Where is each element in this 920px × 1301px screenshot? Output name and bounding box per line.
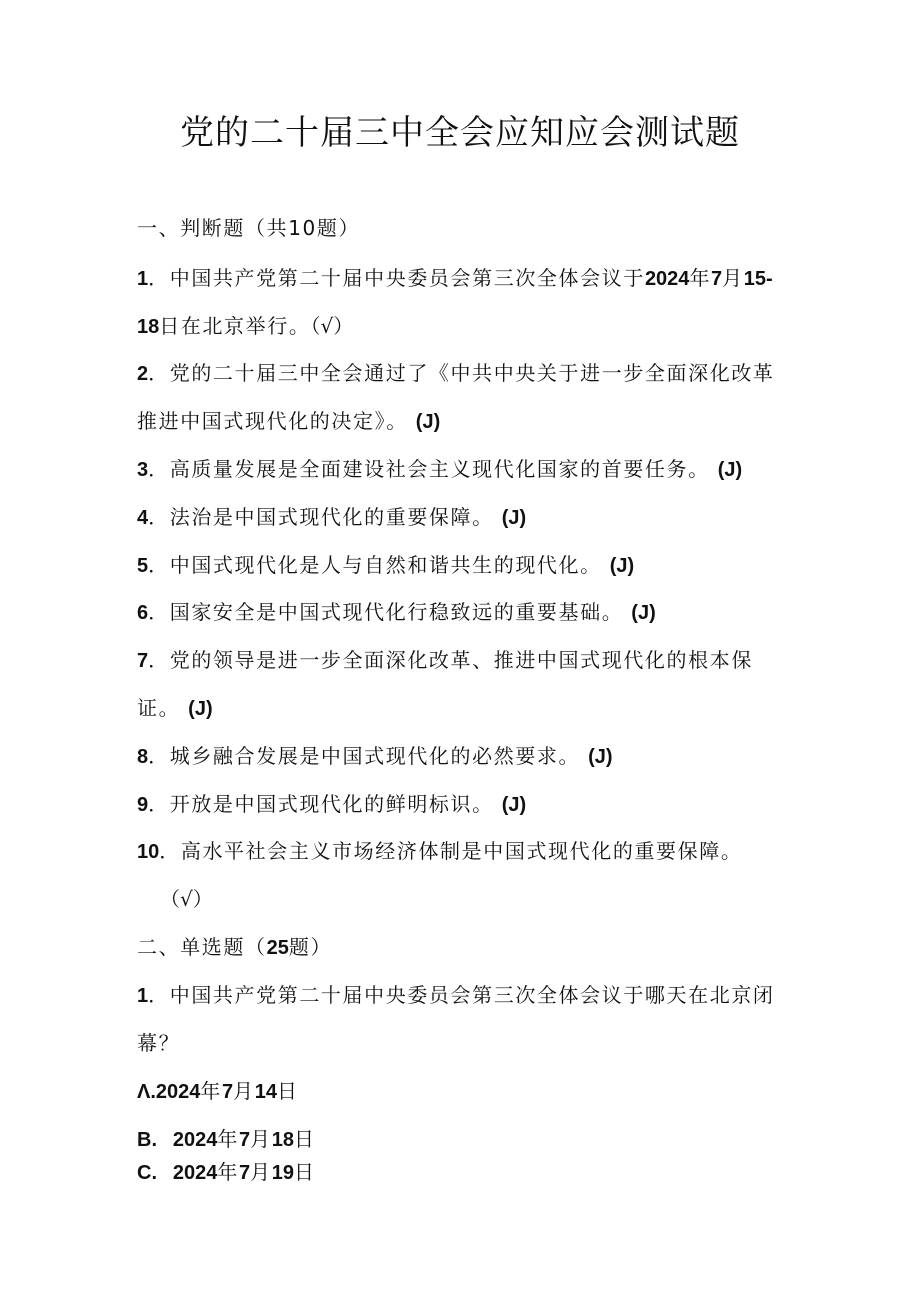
option-text: 月 [233,1079,255,1103]
question-day: 15- [743,268,773,290]
question-year: 2024 [644,268,690,290]
question-text: ．党的领导是进一步全面深化改革、推进中国式现代化的根本保 [148,648,753,672]
question-number: 1 [137,985,149,1007]
tf-question-1-line-1 [137,263,773,294]
tf-question-8 [137,741,613,772]
tf-question-7-line-2 [137,693,213,724]
question-text: ．高水平社会主义市场经济体制是中国式现代化的重要保障。 [159,839,743,863]
answer-mark: (J) [717,459,743,481]
tf-question-10-line-1 [137,836,742,867]
question-text: ．高质量发展是全面建设社会主义现代化国家的首要任务。 [148,457,710,481]
tf-question-6 [137,597,656,628]
question-text: 推进中国式现代化的决定》。 [137,409,408,433]
answer-mark: (J) [188,698,213,720]
question-text: ．党的二十届三中全会通过了《中共中央关于进一步全面深化改革 [148,361,775,385]
option-text: 年 [217,1160,240,1184]
question-text: 幕？ [137,1031,181,1055]
option-text: 年 [217,1127,240,1151]
option-year: 2024 [172,1129,218,1151]
option-text: 日 [294,1127,316,1151]
question-text: 证。 [137,696,181,720]
answer-mark: (J) [415,411,441,433]
answer-mark: (J) [501,507,527,529]
option-label: Λ. [137,1081,156,1103]
question-number: 9 [137,794,149,816]
question-text: 月 [722,266,744,290]
option-text: 月 [250,1127,272,1151]
question-number: 2 [137,363,149,385]
option-day: 14 [254,1081,277,1103]
option-text: 日 [294,1160,316,1184]
tf-question-5 [137,550,634,581]
answer-mark: (J) [501,794,527,816]
answer-mark: (J) [631,602,656,624]
tf-question-7-line-1 [137,645,753,676]
option-text: 日 [277,1079,299,1103]
question-number: 8 [137,746,149,768]
answer-mark: (J) [588,746,613,768]
question-text: ．法治是中国式现代化的重要保障。 [148,505,494,529]
tf-question-3 [137,454,742,485]
option-text: 年 [200,1079,223,1103]
option-label: C. [137,1162,157,1184]
sc-question-1-line-1 [137,980,775,1011]
section-heading-count: 25 [266,937,289,959]
question-number: 4 [137,507,149,529]
sc-question-1-line-2 [137,1028,180,1058]
question-text: ．中国共产党第二十届中央委员会第三次全体会议于 [148,266,645,290]
question-number: 1 [137,268,149,290]
question-text: 年 [689,266,712,290]
answer-mark: (J) [609,555,635,577]
page-title: 党的二十届三中全会应知应会测试题 [180,113,740,153]
question-text: ．城乡融合发展是中国式现代化的必然要求。 [148,744,581,768]
option-a [137,1076,299,1107]
option-year: 2024 [172,1162,218,1184]
tf-question-10-line-2 [160,884,213,914]
question-text: ．中国共产党第二十届中央委员会第三次全体会议于哪天在北京闭 [148,983,775,1007]
question-text: ．开放是中国式现代化的鲜明标识。 [148,792,494,816]
option-day: 19 [271,1162,295,1184]
question-number: 5 [137,555,149,577]
tf-question-4 [137,502,526,533]
question-number: 10 [137,841,160,863]
question-day: 18 [137,316,160,338]
section-heading-true-false: 一、判断题（共10题） [137,216,361,240]
tf-question-1-line-2 [137,311,353,342]
question-number: 3 [137,459,149,481]
answer-mark: （√） [310,314,354,338]
question-text: ．中国式现代化是人与自然和谐共生的现代化。 [148,553,602,577]
tf-question-2-line-1 [137,358,775,389]
question-month: 7 [711,268,723,290]
option-c [137,1157,316,1188]
option-b [137,1124,316,1155]
question-number: 7 [137,650,149,672]
question-text: ．国家安全是中国式现代化行稳致远的重要基础。 [148,600,624,624]
section-heading-single-choice [137,932,332,963]
question-number: 6 [137,602,149,624]
option-year: 2024 [155,1081,201,1103]
tf-question-9 [137,789,526,820]
option-month: 7 [239,1129,251,1151]
option-month: 7 [239,1162,251,1184]
section-heading-text: 题） [288,935,333,959]
answer-mark: （√） [160,887,213,911]
option-label: B. [137,1129,157,1151]
option-month: 7 [222,1081,234,1103]
question-text: 日在北京举行。 [159,314,311,338]
option-day: 18 [271,1129,295,1151]
option-text: 月 [250,1160,272,1184]
tf-question-2-line-2 [137,406,440,437]
section-heading-text: 二、单选题（ [137,935,267,959]
